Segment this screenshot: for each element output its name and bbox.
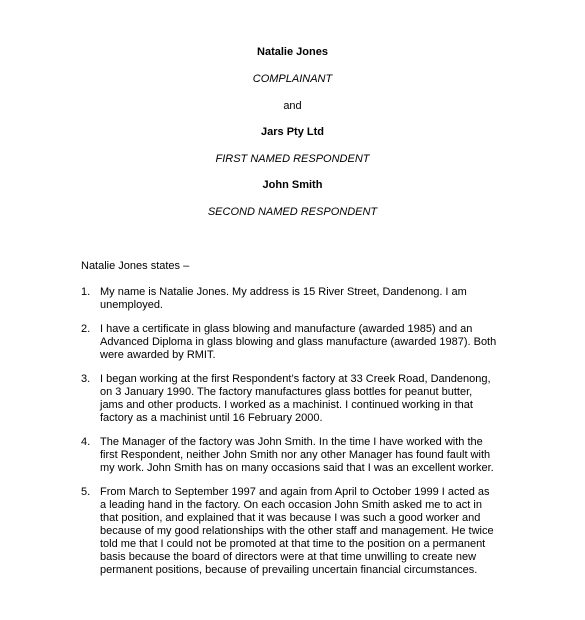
- statement-line: a leading hand in the factory. On each occasion John Smith asked me to act in: [100, 499, 482, 511]
- statement-text: [100, 486, 511, 577]
- first-respondent-name: Jars Pty Ltd: [261, 126, 324, 138]
- statement-line: first Respondent, neither John Smith nor any other Manager has found fault with: [100, 449, 491, 461]
- statement-line: I began working at the first Respondent’s factory at 33 Creek Road, Dandenong,: [100, 373, 491, 385]
- statement-number: 1.: [81, 286, 91, 298]
- statement-text: [100, 436, 511, 475]
- statement-line: From March to September 1997 and again from April to October 1999 I acted as: [100, 486, 490, 498]
- statement-line: on 3 January 1990. The factory manufactures glass bottles for peanut butter,: [100, 386, 473, 398]
- statement-line: basis because the board of directors were at that time unwilling to create new: [100, 551, 477, 563]
- first-respondent-role: FIRST NAMED RESPONDENT: [215, 153, 370, 165]
- statement-line: I have a certificate in glass blowing and manufacture (awarded 1985) and an: [100, 323, 473, 335]
- statement-intro: Natalie Jones states –: [81, 260, 190, 272]
- statement-line: unemployed.: [100, 299, 163, 311]
- statement-text: [100, 323, 511, 362]
- statement-number: 3.: [81, 373, 91, 385]
- statement-line: my work. John Smith has on many occasions said that I was an excellent worker.: [100, 462, 494, 474]
- statement-text: [100, 286, 511, 312]
- statement-line: were awarded by RMIT.: [100, 349, 216, 361]
- statement-item: [81, 486, 511, 577]
- statement-line: factory as a machinist until 16 February 2000.: [100, 412, 323, 424]
- statement-text: [100, 373, 511, 425]
- statement-item: [81, 436, 511, 475]
- complainant-name: Natalie Jones: [257, 46, 328, 58]
- statement-line: because of my good relationships with the other staff and management. He twice: [100, 525, 494, 537]
- statement-line: The Manager of the factory was John Smith. In the time I have worked with the: [100, 436, 483, 448]
- statement-number: 5.: [81, 486, 91, 498]
- conjunction-text: and: [283, 100, 302, 112]
- statement-number: 2.: [81, 323, 91, 335]
- statement-line: permanent positions, because of prevailing uncertain financial circumstances.: [100, 564, 478, 576]
- statement-item: [81, 373, 511, 425]
- statement-item: [81, 323, 511, 362]
- statement-list: [81, 286, 511, 577]
- second-respondent-role: SECOND NAMED RESPONDENT: [207, 206, 378, 218]
- statement-number: 4.: [81, 436, 91, 448]
- statement-line: told me that I could not be promoted at that time to the position on a permanent: [100, 538, 486, 550]
- statement-line: Advanced Diploma in glass blowing and glass manufacture (awarded 1987). Both: [100, 336, 497, 348]
- statement-line: My name is Natalie Jones. My address is 15 River Street, Dandenong. I am: [100, 286, 467, 298]
- complainant-role: COMPLAINANT: [252, 73, 333, 85]
- statement-item: [81, 286, 511, 312]
- statement-line: that position, and explained that it was because I was such a good worker and: [100, 512, 481, 524]
- statement-line: jams and other products. I worked as a machinist. I continued working in that: [100, 399, 473, 411]
- second-respondent-name: John Smith: [262, 179, 323, 191]
